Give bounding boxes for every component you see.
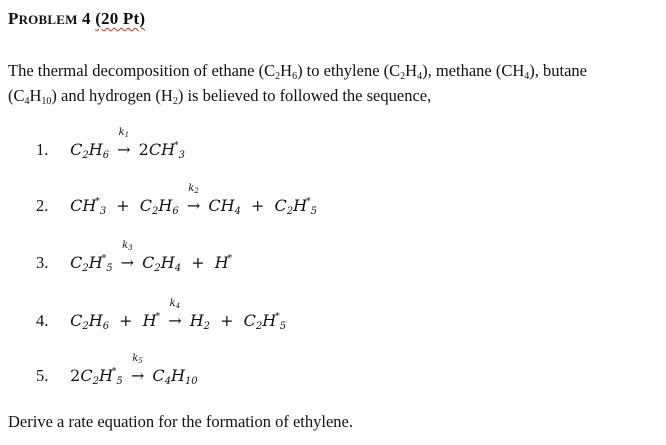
title-initial: P (8, 9, 19, 28)
reaction-equation: $2C_2H^*_5$ $k_5$ → $C_4H_{10}$ (70, 353, 198, 387)
intro-paragraph: The thermal decomposition of ethane $(C_2H_6)$ to ethylene $(C_2H_4)$, methane $(CH_4)$, butane $(C_4H_{10})$ and hydrogen $(H_2)$ is believed to followed the sequence, (8, 61, 587, 107)
reaction-step-1 (36, 127, 185, 161)
reaction-equation: $C_2H^*_5$ $k_3$ → $C_2H_4 + H^*$ (70, 240, 233, 274)
reaction-equation: $CH^*_3 + C_2H_6$ $k_2$ → $CH_4 + C_2H^*_5$ (70, 183, 317, 217)
problem-title (8, 9, 145, 29)
step-number: 4. (36, 311, 49, 330)
title-rest: ROBLEM (18, 12, 78, 27)
reaction-equation: $C_2H_6 + H^*$ $k_4$ → $H_2 + C_2H^*_5$ (70, 298, 287, 332)
problem-number: 4 (82, 9, 91, 28)
step-number: 2. (36, 196, 49, 215)
step-number: 1. (36, 140, 49, 159)
question-prompt: Derive a rate equation for the formation of ethylene. (8, 412, 353, 431)
problem-points: (20 Pt) (95, 9, 146, 28)
step-number: 5. (36, 366, 49, 385)
step-number: 3. (36, 253, 49, 272)
reaction-step-3 (36, 240, 233, 274)
reaction-equation: $C_2H_6$ $k_1$ → $2CH^*_3$ (70, 127, 185, 161)
reaction-step-5 (36, 353, 198, 387)
reaction-step-4 (36, 298, 287, 332)
reaction-step-2 (36, 183, 317, 217)
